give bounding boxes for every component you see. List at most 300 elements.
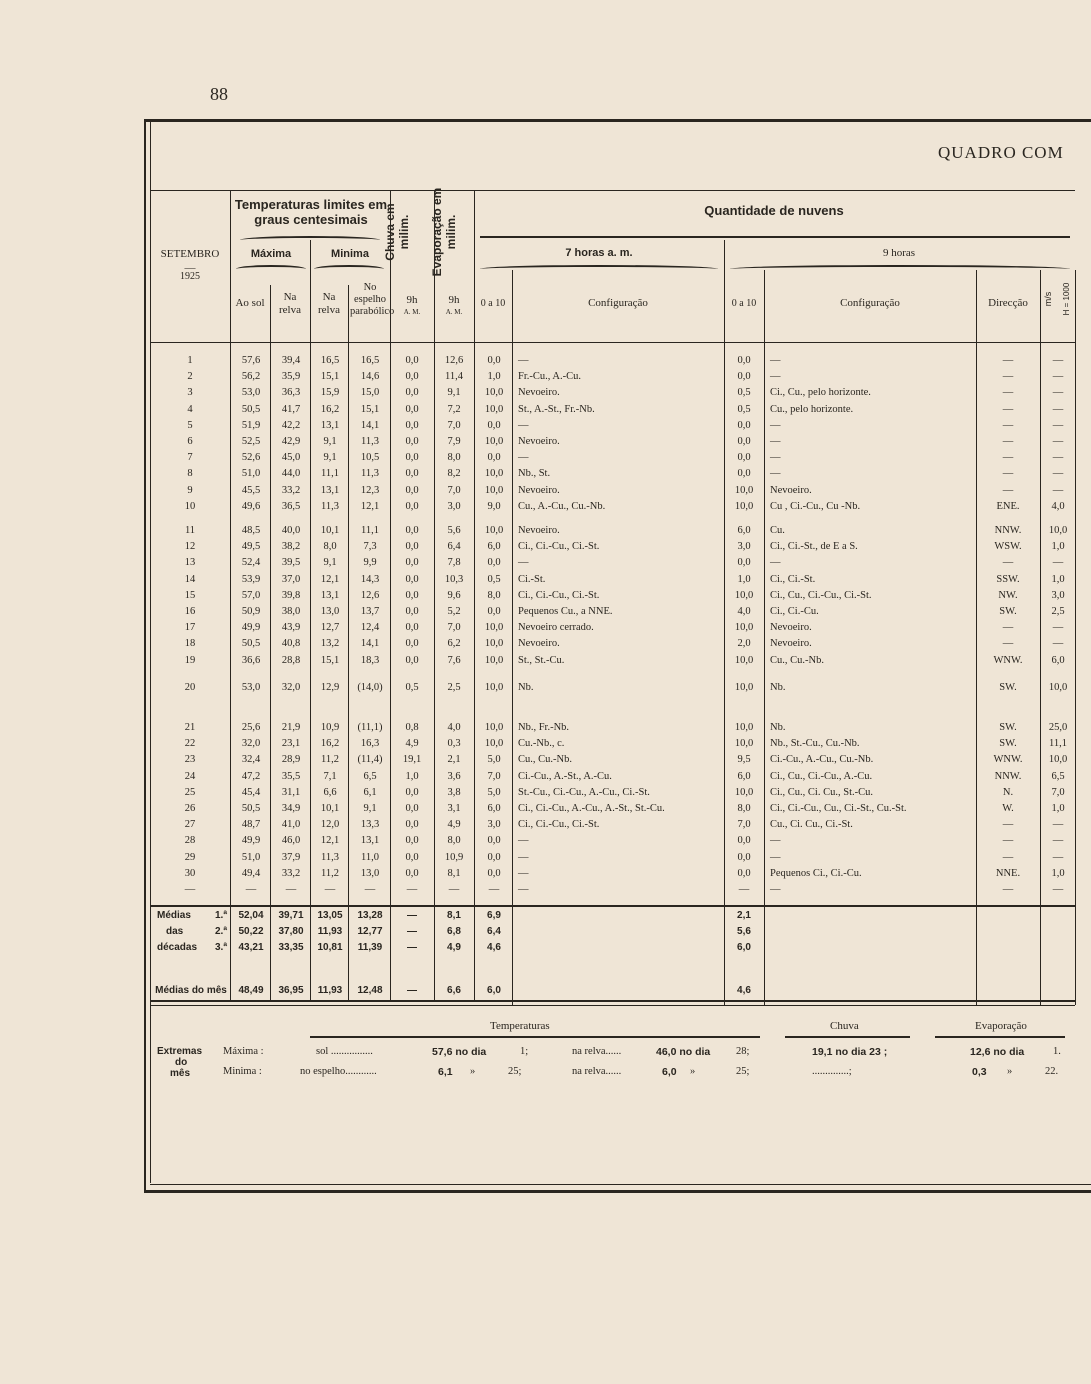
cell-nuv7-config: Ci., Ci.-Cu., Ci.-St.: [518, 819, 600, 831]
cell-max-sol: 53,0: [241, 387, 261, 399]
cell-direccao: —: [1002, 452, 1014, 464]
cell-nuv9-config: —: [770, 884, 781, 895]
cell-nuv9-qty: 0,0: [737, 355, 751, 366]
cell-min-relva: 11,3: [321, 500, 339, 512]
cell-nuv7-qty: 3,0: [487, 819, 501, 831]
cell-evap: 8,1: [447, 867, 461, 879]
cell-min-relva: 13,0: [320, 606, 340, 617]
h1000-header: H = 1000: [1062, 282, 1071, 316]
cell-max-relva: 36,3: [281, 387, 301, 399]
cell-nuv7-config: Cu., A.-Cu., Cu.-Nb.: [518, 500, 606, 512]
cell-nuv7-qty: 10,0: [484, 722, 504, 733]
cell-nuv9-qty: 8,0: [737, 803, 751, 814]
cell-max-sol: 50,5: [241, 638, 261, 650]
cell-evap: 6,2: [447, 638, 461, 650]
evap-header: Evaporação em milim.: [430, 187, 458, 277]
cell-nuv9-qty: 0,0: [737, 851, 751, 863]
cell-max-sol: 45,5: [241, 484, 261, 496]
cell-direccao: —: [1002, 355, 1014, 366]
cell-nuv7-config: St., A.-St., Fr.-Nb.: [518, 403, 595, 415]
cell-min-espelho: 6,1: [363, 786, 377, 798]
cell-evap: 3,0: [447, 500, 461, 512]
cell-evap: 0,3: [447, 738, 461, 750]
cell-evap: —: [448, 884, 460, 895]
cell-max-sol: 52,5: [241, 436, 261, 447]
cell-evap: 7,9: [447, 436, 461, 447]
cell-nuv7-qty: 10,0: [484, 468, 504, 480]
cell-direccao: W.: [1002, 803, 1014, 814]
decade-decade-index: 1.ª: [215, 910, 228, 921]
cell-nuv9-qty: 10,0: [734, 681, 754, 693]
cell-day: 6: [187, 436, 193, 447]
cell-nuv9-config: Ci., Ci.-Cu.: [770, 606, 819, 617]
ext-max-evap-day: 1.: [1053, 1046, 1061, 1057]
cell-nuv7-config: Nevoeiro.: [518, 525, 560, 536]
cell-nuv7-qty: 10,0: [484, 436, 504, 447]
cell-nuv7-config: Pequenos Cu., a NNE.: [518, 606, 613, 617]
cell-velocidade: —: [1052, 355, 1064, 366]
cell-min-relva: 16,2: [320, 403, 340, 415]
cell-day: 9: [187, 484, 193, 496]
decade-max-relva: 37,80: [278, 926, 304, 937]
ext-min-espelho-value: 6,1: [438, 1066, 453, 1078]
cell-nuv9-config: —: [770, 835, 781, 847]
cell-min-relva: 12,7: [320, 622, 340, 634]
cell-min-relva: 11,2: [321, 754, 339, 766]
cell-max-sol: 56,2: [241, 371, 261, 383]
cell-max-relva: 38,0: [281, 606, 301, 617]
cell-direccao: SW.: [999, 606, 1017, 617]
cell-direccao: WNW.: [993, 654, 1023, 666]
cell-max-sol: 25,6: [241, 722, 261, 733]
cell-direccao: WSW.: [994, 541, 1022, 553]
cell-day: 28: [184, 835, 196, 847]
cell-nuv9-qty: 0,0: [737, 436, 751, 447]
cell-nuv7-config: Nevoeiro.: [518, 387, 560, 399]
decade-max-sol: 50,22: [238, 926, 264, 937]
maxima-brace: [236, 265, 306, 273]
cell-nuv9-qty: 0,5: [737, 387, 751, 399]
decade-nuv7-qty: 6,9: [487, 910, 501, 921]
ext-max-sol-value: 57,6 no dia: [432, 1046, 487, 1058]
cell-min-espelho: 10,5: [360, 452, 380, 464]
cell-min-relva: 11,3: [321, 851, 339, 863]
cell-velocidade: 10,0: [1048, 681, 1068, 693]
cell-nuv9-config: Cu., Cu.-Nb.: [770, 654, 824, 666]
cell-max-relva: 35,5: [281, 770, 301, 782]
cell-chuva: 0,0: [405, 387, 419, 399]
decade-min-espelho: 11,39: [357, 942, 383, 953]
cell-min-espelho: 16,3: [360, 738, 380, 750]
decade-chuva: —: [407, 910, 417, 921]
decade-min-relva: 11,93: [317, 926, 343, 937]
cell-day: 30: [184, 867, 196, 879]
cell-max-sol: 50,5: [241, 803, 261, 814]
cell-nuv7-config: —: [518, 355, 529, 366]
cell-direccao: —: [1002, 638, 1014, 650]
cell-max-relva: 37,0: [281, 573, 301, 585]
cell-min-relva: 16,2: [320, 738, 340, 750]
cell-min-relva: —: [324, 884, 336, 895]
cell-max-sol: 49,5: [241, 541, 261, 553]
cell-evap: 3,6: [447, 770, 461, 782]
cell-nuv7-qty: 10,0: [484, 484, 504, 496]
cell-nuv9-qty: 2,0: [737, 638, 751, 650]
cell-velocidade: 1,0: [1051, 803, 1065, 814]
cell-min-espelho: 15,0: [360, 387, 380, 399]
cell-velocidade: —: [1052, 403, 1064, 415]
cell-day: 5: [187, 419, 193, 431]
ext-max-relva: na relva......: [572, 1046, 622, 1057]
cell-nuv9-config: Ci., Ci.-St., de E a S.: [770, 541, 858, 553]
cell-direccao: —: [1002, 819, 1014, 831]
cell-velocidade: —: [1052, 436, 1064, 447]
cell-day: 29: [184, 851, 196, 863]
cell-nuv9-config: Nb.: [770, 681, 786, 693]
cell-velocidade: 10,0: [1048, 525, 1068, 536]
cell-nuv9-qty: —: [738, 884, 750, 895]
cell-min-relva: 13,1: [320, 589, 340, 601]
cell-day: 3: [187, 387, 193, 399]
cell-day: 11: [184, 525, 196, 536]
cell-nuv9-config: —: [770, 452, 781, 464]
month-dash: —: [184, 262, 196, 274]
cell-nuv9-config: Nevoeiro.: [770, 622, 812, 634]
cell-max-relva: 39,4: [281, 355, 301, 366]
nuvens-rule: [480, 236, 1070, 238]
cell-nuv7-config: Nb., St.: [518, 468, 551, 480]
cell-direccao: SSW.: [996, 573, 1020, 585]
cell-velocidade: —: [1052, 835, 1064, 847]
cell-min-espelho: 12,4: [360, 622, 380, 634]
cell-max-relva: 45,0: [281, 452, 301, 464]
cell-nuv7-config: Nevoeiro cerrado.: [518, 622, 594, 634]
cell-velocidade: 25,0: [1048, 722, 1068, 733]
cell-min-espelho: 14,6: [360, 371, 380, 383]
decade-evap: 8,1: [447, 910, 461, 921]
ext-min-evap-day: 22.: [1045, 1066, 1059, 1077]
cell-max-relva: 42,9: [281, 436, 301, 447]
cell-max-relva: 34,9: [281, 803, 301, 814]
cell-max-sol: 51,0: [241, 468, 261, 480]
cell-max-relva: 31,1: [281, 786, 301, 798]
cell-min-espelho: 12,1: [360, 500, 380, 512]
cell-nuv7-config: —: [518, 867, 529, 879]
cell-nuv7-qty: 0,0: [487, 606, 501, 617]
decade-max-relva: 33,35: [278, 942, 304, 953]
cell-max-sol: 50,9: [241, 606, 261, 617]
cell-min-espelho: 16,5: [360, 355, 380, 366]
cell-min-relva: 15,9: [320, 387, 340, 399]
cell-max-relva: 33,2: [281, 484, 301, 496]
cell-nuv7-config: Nb.: [518, 681, 534, 693]
ext-max-relva-value: 46,0 no dia: [656, 1046, 711, 1058]
cell-nuv7-qty: 8,0: [487, 589, 501, 601]
cell-nuv9-config: —: [770, 436, 781, 447]
cell-nuv7-config: —: [518, 835, 529, 847]
cell-day: 25: [184, 786, 196, 798]
cell-min-espelho: 11,3: [361, 468, 379, 480]
col-line: [764, 270, 765, 1005]
cell-max-sol: 53,9: [241, 573, 261, 585]
cell-day: 2: [187, 371, 193, 383]
espelho-header: No espelho parabólico: [350, 282, 395, 317]
ext-max-evap: 12,6 no dia: [970, 1046, 1025, 1058]
cell-evap: 4,0: [447, 722, 461, 733]
col-line: [348, 285, 349, 1000]
cell-evap: 2,1: [447, 754, 461, 766]
cell-min-espelho: 7,3: [363, 541, 377, 553]
decade-min-relva: 13,05: [317, 910, 343, 921]
month-mean-max-sol: 48,49: [238, 985, 264, 996]
cell-nuv9-config: Ci., Cu., Ci. Cu., St.-Cu.: [770, 786, 873, 798]
cell-nuv7-config: —: [518, 851, 529, 863]
ext-max-relva-day: 28;: [736, 1046, 750, 1057]
cell-day: 8: [187, 468, 193, 480]
cell-evap: 8,0: [447, 835, 461, 847]
cell-max-sol: 52,6: [241, 452, 261, 464]
cell-day: 1: [187, 355, 193, 366]
cell-min-relva: 9,1: [323, 452, 337, 464]
cell-min-relva: 13,1: [320, 484, 340, 496]
decade-min-espelho: 12,77: [357, 926, 383, 937]
cell-nuv7-config: Ci., Ci.-Cu., Ci.-St.: [518, 589, 600, 601]
cell-nuv9-qty: 0,5: [737, 403, 751, 415]
cell-max-sol: 48,5: [241, 525, 261, 536]
month-mean-max-relva: 36,95: [278, 985, 304, 996]
col-line: [512, 270, 513, 1005]
cell-nuv7-config: Ci.-Cu., A.-St., A.-Cu.: [518, 770, 612, 782]
cell-max-relva: 40,8: [281, 638, 301, 650]
cell-evap: 4,9: [447, 819, 461, 831]
month-mean-label: Médias do mês: [155, 985, 227, 996]
cell-nuv9-qty: 10,0: [734, 622, 754, 634]
cell-max-sol: 51,0: [241, 851, 261, 863]
cell-max-relva: 39,5: [281, 557, 301, 569]
ext-min-espelho: no espelho............: [300, 1066, 377, 1077]
cell-chuva: 0,0: [405, 606, 419, 617]
cell-nuv7-config: —: [518, 884, 529, 895]
cell-velocidade: —: [1052, 419, 1064, 431]
cell-chuva: 4,9: [405, 738, 419, 750]
scale-header-9: 0 a 10: [731, 298, 757, 309]
cell-chuva: 0,0: [405, 589, 419, 601]
cell-day: —: [184, 884, 196, 895]
cell-day: 22: [184, 738, 196, 750]
cell-nuv9-config: —: [770, 468, 781, 480]
cell-max-relva: 38,2: [281, 541, 301, 553]
cell-nuv7-config: Ci.-St.: [518, 573, 546, 585]
cell-nuv9-config: —: [770, 371, 781, 383]
cell-direccao: —: [1002, 387, 1014, 399]
cell-min-relva: 10,9: [320, 722, 340, 733]
cell-day: 18: [184, 638, 196, 650]
ext-temp-header: Temperaturas: [490, 1020, 550, 1032]
cell-day: 19: [184, 654, 196, 666]
ext-evap-header: Evaporação: [975, 1020, 1027, 1032]
cell-min-espelho: 13,0: [360, 867, 380, 879]
cell-chuva: 0,0: [405, 638, 419, 650]
cell-chuva: 0,0: [405, 541, 419, 553]
cell-max-relva: 23,1: [281, 738, 301, 750]
ext-min-relva: na relva......: [572, 1066, 622, 1077]
cell-min-espelho: 15,1: [360, 403, 380, 415]
cell-max-relva: —: [285, 884, 297, 895]
cell-evap: 6,4: [447, 541, 461, 553]
cell-evap: 9,1: [447, 387, 461, 399]
cell-min-espelho: 18,3: [360, 654, 380, 666]
cell-nuv9-config: —: [770, 557, 781, 569]
cell-nuv9-qty: 0,0: [737, 835, 751, 847]
cell-nuv7-qty: 0,5: [487, 573, 501, 585]
cell-nuv7-qty: 5,0: [487, 754, 501, 766]
cell-velocidade: —: [1052, 819, 1064, 831]
cell-evap: 10,9: [444, 851, 464, 863]
cell-chuva: 0,0: [405, 525, 419, 536]
cell-evap: 7,2: [447, 403, 461, 415]
ext-min-chuva: ..............;: [812, 1066, 852, 1077]
cell-nuv9-config: —: [770, 851, 781, 863]
cell-velocidade: —: [1052, 622, 1064, 634]
cell-nuv9-qty: 10,0: [734, 484, 754, 496]
cell-min-relva: 11,2: [321, 867, 339, 879]
cell-direccao: —: [1002, 436, 1014, 447]
cell-evap: 9,6: [447, 589, 461, 601]
cell-nuv9-config: Cu.: [770, 525, 785, 536]
cell-nuv7-qty: 0,0: [487, 419, 501, 431]
cell-velocidade: 1,0: [1051, 573, 1065, 585]
cell-chuva: 0,0: [405, 819, 419, 831]
cell-chuva: 0,0: [405, 371, 419, 383]
cell-chuva: 19,1: [402, 754, 422, 766]
cell-min-espelho: 13,7: [360, 606, 380, 617]
cell-nuv7-config: Nevoeiro.: [518, 436, 560, 447]
cell-evap: 12,6: [444, 355, 464, 366]
cell-nuv9-qty: 10,0: [734, 738, 754, 750]
month-mean-nuv7-qty: 6,0: [487, 985, 501, 996]
cell-min-relva: 13,1: [320, 419, 340, 431]
ext-min-relva-value: 6,0: [662, 1066, 677, 1078]
cell-velocidade: 4,0: [1051, 500, 1065, 512]
cell-max-relva: 28,8: [281, 654, 301, 666]
cell-evap: 5,6: [447, 525, 461, 536]
col-line: [474, 190, 475, 1000]
cell-min-relva: 12,0: [320, 819, 340, 831]
cell-min-espelho: 9,9: [363, 557, 377, 569]
cell-nuv7-config: Cu.-Nb., c.: [518, 738, 565, 750]
cell-nuv9-qty: 9,5: [737, 754, 751, 766]
na-relva-min-header: Na relva: [318, 291, 340, 316]
cell-evap: 7,6: [447, 654, 461, 666]
cell-max-relva: 35,9: [281, 371, 301, 383]
cell-direccao: —: [1002, 468, 1014, 480]
cell-chuva: —: [406, 884, 418, 895]
cell-max-sol: 47,2: [241, 770, 261, 782]
cell-velocidade: —: [1052, 468, 1064, 480]
cell-max-relva: 32,0: [281, 681, 301, 693]
cell-velocidade: 3,0: [1051, 589, 1065, 601]
cell-nuv7-qty: 0,0: [487, 557, 501, 569]
decade-nuv9-qty: 5,6: [737, 926, 751, 937]
cell-evap: 3,8: [447, 786, 461, 798]
cell-chuva: 0,0: [405, 867, 419, 879]
month-label: SETEMBRO: [160, 248, 220, 260]
cell-chuva: 0,0: [405, 484, 419, 496]
cell-chuva: 0,0: [405, 835, 419, 847]
cell-direccao: —: [1002, 403, 1014, 415]
decade-evap: 6,8: [447, 926, 461, 937]
cell-nuv7-qty: 0,0: [487, 355, 501, 366]
cell-min-relva: 9,1: [323, 557, 337, 569]
decades-label-2: das: [166, 926, 184, 937]
cell-nuv9-config: Ci.-Cu., A.-Cu., Cu.-Nb.: [770, 754, 874, 766]
cell-chuva: 0,0: [405, 500, 419, 512]
cell-min-espelho: (14,0): [357, 681, 383, 693]
cell-max-sol: 52,4: [241, 557, 261, 569]
cell-evap: 8,0: [447, 452, 461, 464]
cell-nuv9-qty: 10,0: [734, 654, 754, 666]
cell-nuv7-qty: 10,0: [484, 525, 504, 536]
cell-min-relva: 13,2: [320, 638, 340, 650]
temp-group-header: Temperaturas limites em graus centesimais: [234, 197, 388, 227]
cell-max-relva: 28,9: [281, 754, 301, 766]
cell-max-relva: 41,7: [281, 403, 301, 415]
cell-max-sol: 32,0: [241, 738, 261, 750]
cell-nuv9-config: Ci., Cu., pelo horizonte.: [770, 387, 871, 399]
col-line: [310, 240, 311, 1000]
cell-velocidade: 2,5: [1051, 606, 1065, 617]
cell-nuv7-qty: 10,0: [484, 654, 504, 666]
chuva-header: Chuva em milim.: [383, 203, 411, 261]
cell-chuva: 0,0: [405, 403, 419, 415]
cell-velocidade: 11,1: [1049, 738, 1067, 750]
cell-day: 12: [184, 541, 196, 553]
ext-max-sol-day: 1;: [520, 1046, 529, 1057]
cell-max-relva: 37,9: [281, 851, 301, 863]
cell-nuv9-config: Pequenos Ci., Ci.-Cu.: [770, 867, 862, 879]
ext-max-sol: sol ................: [316, 1046, 373, 1057]
h9-brace: [730, 265, 1070, 273]
cell-min-espelho: 9,1: [363, 803, 377, 814]
decade-decade-index: 2.ª: [215, 926, 228, 937]
cell-max-relva: 42,2: [281, 419, 301, 431]
cell-max-sol: 50,5: [241, 403, 261, 415]
cell-nuv7-config: Nevoeiro.: [518, 484, 560, 496]
cell-chuva: 0,0: [405, 803, 419, 814]
cell-direccao: SW.: [999, 681, 1017, 693]
ext-min-relva-day: 25;: [736, 1066, 750, 1077]
ext-temp-rule: [310, 1036, 760, 1038]
cell-nuv7-config: Cu., Cu.-Nb.: [518, 754, 572, 766]
cell-min-relva: 12,1: [320, 835, 340, 847]
frame-left: [144, 119, 146, 1193]
cell-day: 17: [184, 622, 196, 634]
cell-max-sol: —: [245, 884, 257, 895]
decade-max-sol: 52,04: [238, 910, 264, 921]
cell-nuv9-config: Cu., Ci. Cu., Ci.-St.: [770, 819, 853, 831]
cell-direccao: SW.: [999, 722, 1017, 733]
cell-nuv7-config: —: [518, 557, 529, 569]
decades-label-1: Médias: [157, 910, 191, 921]
cell-min-relva: 6,6: [323, 786, 337, 798]
cell-nuv9-qty: 10,0: [734, 722, 754, 733]
cell-max-relva: 21,9: [281, 722, 301, 733]
cell-chuva: 0,0: [405, 851, 419, 863]
cell-velocidade: 10,0: [1048, 754, 1068, 766]
frame-bottom: [144, 1190, 1091, 1193]
cell-max-relva: 46,0: [281, 835, 301, 847]
ext-max-chuva: 19,1 no dia 23 ;: [812, 1046, 888, 1058]
